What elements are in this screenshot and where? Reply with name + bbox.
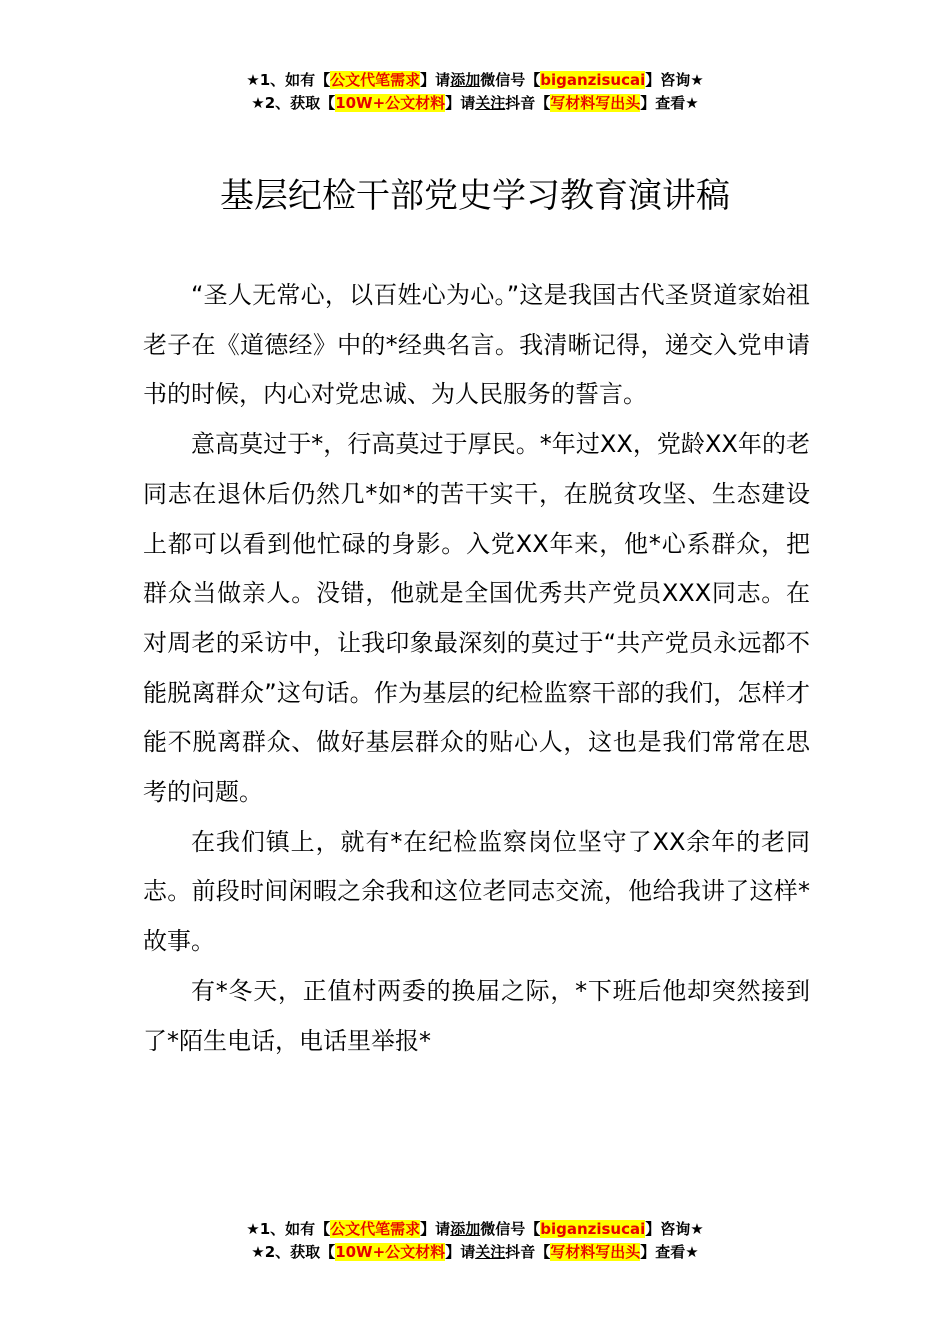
banner-line2-prefix: ★2、获取【 <box>251 1243 336 1261</box>
banner-line-2 <box>0 92 950 115</box>
banner-line2-underlined: 关注 <box>475 1243 506 1261</box>
banner-line-1-bottom <box>0 1218 950 1241</box>
banner-line2-prefix: ★2、获取【 <box>251 94 336 112</box>
highlight-wechat-id: biganzisucai <box>540 1220 646 1238</box>
document-title: 基层纪检干部党史学习教育演讲稿 <box>220 176 730 216</box>
paragraph-3: 在我们镇上，就有*在纪检监察岗位坚守了XX余年的老同志。前段时间闲暇之余我和这位老同志交流，他给我讲了这样*故事。 <box>143 827 810 956</box>
banner-line1-mid2: 微信号【 <box>480 1220 541 1238</box>
banner-line1-suffix: 】咨询★ <box>645 1220 704 1238</box>
paragraph-1: “圣人无常心，以百姓心为心。”这是我国古代圣贤道家始祖老子在《道德经》中的*经典名言。我清晰记得，递交入党申请书的时候，内心对党忠诚、为人民服务的誓言。 <box>143 281 810 409</box>
banner-line2-mid: 】请 <box>445 94 476 112</box>
highlight-douyin-account: 写材料写出头 <box>550 1243 641 1261</box>
banner-line-1 <box>0 69 950 92</box>
highlight-ghost-writing: 公文代笔需求 <box>330 71 421 89</box>
highlight-ghost-writing: 公文代笔需求 <box>330 1220 421 1238</box>
highlight-materials: 10W+公文材料 <box>335 1243 446 1261</box>
banner-line2-suffix: 】查看★ <box>640 94 699 112</box>
paragraph-2: 意高莫过于*，行高莫过于厚民。*年过XX，党龄XX年的老同志在退休后仍然几*如*的苦干实干，在脱贫攻坚、生态建设上都可以看到他忙碌的身影。入党XX年来，他*心系群众，把群众当做亲人。没错，他就是全国优秀共产党员XXX同志。在对周老的采访中，让我印象最深刻的莫过于“共产党员永远都不能脱离群众”这句话。作为基层的纪检监察干部的我们，怎样才能不脱离群众、做好基层群众的贴心人，这也是我们常常在思考的问题。 <box>143 430 810 807</box>
banner-line1-prefix: ★1、如有【 <box>246 71 331 89</box>
paragraph-4: 有*冬天，正值村两委的换届之际，*下班后他却突然接到了*陌生电话，电话里举报* <box>143 976 810 1055</box>
banner-line1-underlined: 添加 <box>450 71 481 89</box>
document-body <box>143 271 810 1066</box>
banner-line2-mid2: 抖音【 <box>505 94 551 112</box>
banner-line1-mid: 】请 <box>420 71 451 89</box>
banner-line1-underlined: 添加 <box>450 1220 481 1238</box>
highlight-materials: 10W+公文材料 <box>335 94 446 112</box>
banner-line-2-bottom <box>0 1241 950 1264</box>
banner-line2-underlined: 关注 <box>475 94 506 112</box>
highlight-douyin-account: 写材料写出头 <box>550 94 641 112</box>
banner-line2-mid: 】请 <box>445 1243 476 1261</box>
banner-line1-mid: 】请 <box>420 1220 451 1238</box>
banner-line2-suffix: 】查看★ <box>640 1243 699 1261</box>
highlight-wechat-id: biganzisucai <box>540 71 646 89</box>
top-banner <box>0 69 950 115</box>
banner-line1-mid2: 微信号【 <box>480 71 541 89</box>
banner-line1-prefix: ★1、如有【 <box>246 1220 331 1238</box>
banner-line1-suffix: 】咨询★ <box>645 71 704 89</box>
bottom-banner <box>0 1218 950 1264</box>
banner-line2-mid2: 抖音【 <box>505 1243 551 1261</box>
